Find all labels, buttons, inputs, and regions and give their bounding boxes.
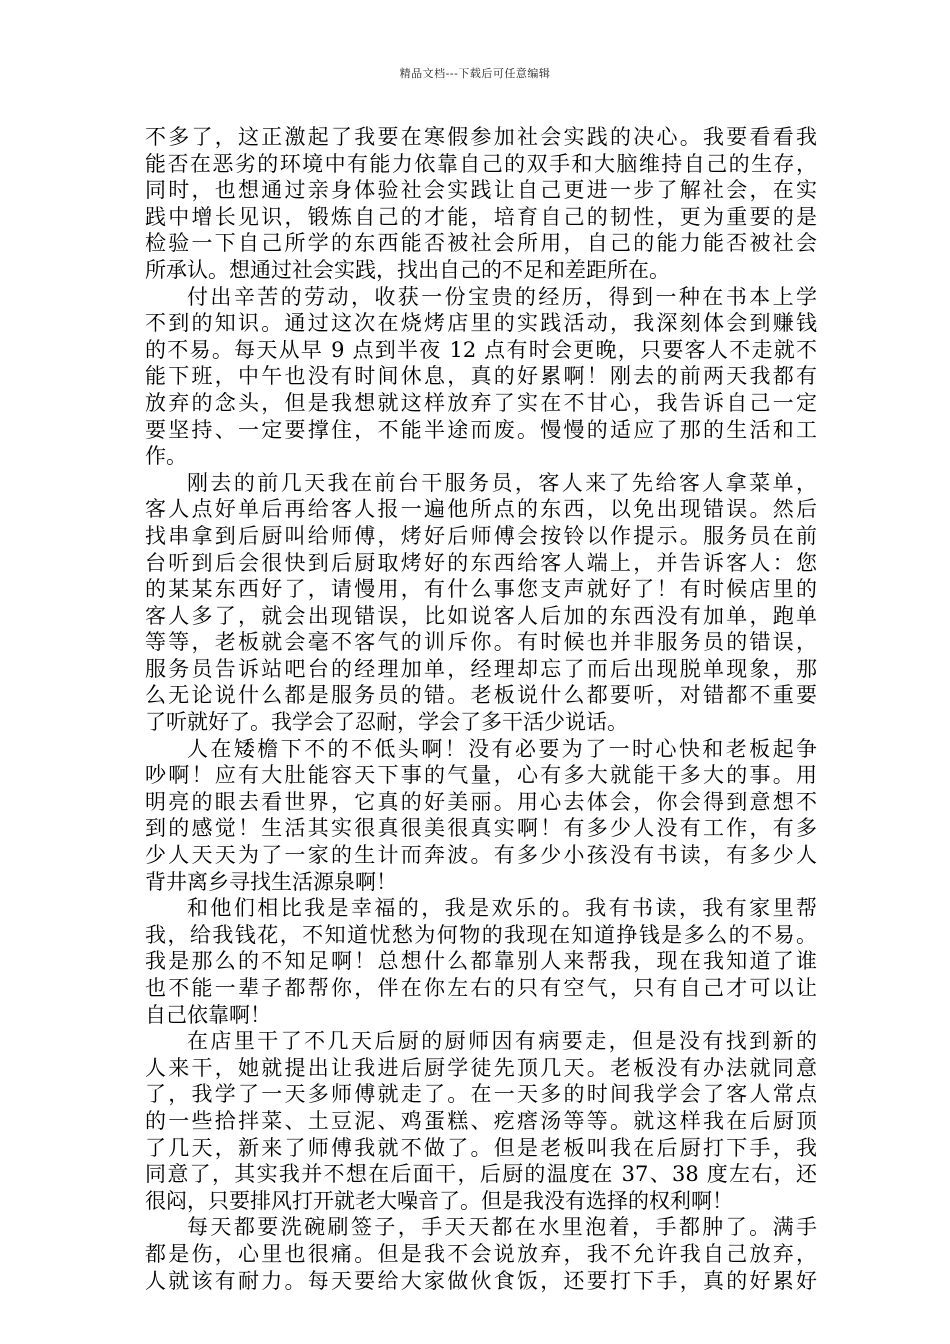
text-line: 了，我学了一天多师傅就走了。在一天多的时间我学会了客人常点 <box>145 1082 817 1107</box>
text-line: 同时，也想通过亲身体验社会实践让自己更进一步了解社会，在实 <box>145 178 817 203</box>
text-line: 要坚持、一定要撑住，不能半途而废。慢慢的适应了那的生活和工 <box>145 417 817 442</box>
paragraph <box>145 895 817 1028</box>
text-line: 明亮的眼去看世界，它真的好美丽。用心去体会，你会得到意想不 <box>145 789 817 814</box>
text-line: 刚去的前几天我在前台干服务员，客人来了先给客人拿菜单， <box>187 470 817 495</box>
text-line: 了几天，新来了师傅我就不做了。但是老板叫我在后厨打下手，我 <box>145 1135 817 1160</box>
paragraph <box>145 470 817 736</box>
text-line: 和他们相比我是幸福的，我是欢乐的。我有书读，我有家里帮 <box>187 896 817 921</box>
text-line: 检验一下自己所学的东西能否被社会所用，自己的能力能否被社会 <box>145 231 817 256</box>
text-line: 同意了，其实我并不想在后面干，后厨的温度在 37、38 度左右，还 <box>145 1162 817 1187</box>
text-line: 找串拿到后厨叫给师傅，烤好后师傅会按铃以作提示。服务员在前 <box>145 523 817 548</box>
paragraph <box>145 284 817 470</box>
text-line: 不到的知识。通过这次在烧烤店里的实践活动，我深刻体会到赚钱 <box>145 311 817 336</box>
text-line: 服务员告诉站吧台的经理加单，经理却忘了而后出现脱单现象，那 <box>145 656 817 681</box>
paragraph <box>145 1214 817 1294</box>
text-line: 吵啊！应有大肚能容天下事的气量，心有多大就能干多大的事。用 <box>145 763 817 788</box>
text-line: 我是那么的不知足啊！总想什么都靠别人来帮我，现在我知道了谁 <box>145 949 817 974</box>
text-line: 到的感觉！生活其实很真很美很真实啊！有多少人没有工作，有多 <box>145 816 817 841</box>
document-body <box>145 124 817 1294</box>
text-line: 在店里干了不几天后厨的厨师因有病要走，但是没有找到新的 <box>187 1029 817 1054</box>
text-line: 每天都要洗碗刷签子，手天天都在水里泡着，手都肿了。满手 <box>187 1215 817 1240</box>
text-line: 少人天天为了一家的生计而奔波。有多少小孩没有书读，有多少人 <box>145 843 817 868</box>
text-line: 么无论说什么都是服务员的错。老板说什么都要听，对错都不重要 <box>145 683 817 708</box>
text-line: 自己依靠啊！ <box>145 1002 271 1027</box>
text-line: 践中增长见识，锻炼自己的才能，培育自己的韧性，更为重要的是 <box>145 204 817 229</box>
text-line: 很闷，只要排风打开就老大噪音了。但是我没有选择的权利啊！ <box>145 1188 733 1213</box>
text-line: 的某某东西好了，请慢用，有什么事您支声就好了！有时候店里的 <box>145 577 817 602</box>
text-line: 都是伤，心里也很痛。但是我不会说放弃，我不允许我自己放弃， <box>145 1241 817 1266</box>
paragraph <box>145 1028 817 1214</box>
text-line: 的一些拾拌菜、土豆泥、鸡蛋糕、疙瘩汤等等。就这样我在后厨顶 <box>145 1108 817 1133</box>
text-line: 所承认。想通过社会实践，找出自己的不足和差距所在。 <box>145 257 670 282</box>
paragraph <box>145 736 817 896</box>
text-line: 人就该有耐力。每天要给大家做伙食饭，还要打下手，真的好累好 <box>145 1268 817 1293</box>
page-header: 精品文档---下载后可任意编辑 <box>399 67 551 80</box>
text-line: 不多了，这正激起了我要在寒假参加社会实践的决心。我要看看我 <box>145 125 817 149</box>
text-line: 放弃的念头，但是我想就这样放弃了实在不甘心，我告诉自己一定 <box>145 390 817 415</box>
text-line: 也不能一辈子都帮你，伴在你左右的只有空气，只有自己才可以让 <box>145 976 817 1000</box>
text-line: 客人多了，就会出现错误，比如说客人后加的东西没有加单，跑单 <box>145 603 817 628</box>
text-line: 了听就好了。我学会了忍耐，学会了多干活少说话。 <box>145 710 628 735</box>
text-line: 背井离乡寻找生活源泉啊！ <box>145 869 397 894</box>
text-line: 的不易。每天从早 9 点到半夜 12 点有时会更晚，只要客人不走就不 <box>145 337 817 362</box>
text-line: 能下班，中午也没有时间休息，真的好累啊！刚去的前两天我都有 <box>145 364 817 389</box>
text-line: 客人点好单后再给客人报一遍他所点的东西，以免出现错误。然后 <box>145 497 817 522</box>
text-line: 能否在恶劣的环境中有能力依靠自己的双手和大脑维持自己的生存， <box>145 151 817 176</box>
text-line: 台听到后会很快到后厨取烤好的东西给客人端上，并告诉客人：您 <box>145 550 817 575</box>
text-line: 人来干，她就提出让我进后厨学徒先顶几天。老板没有办法就同意 <box>145 1055 817 1080</box>
text-line: 作。 <box>145 444 187 469</box>
text-line: 付出辛苦的劳动，收获一份宝贵的经历，得到一种在书本上学 <box>187 284 817 309</box>
text-line: 人在矮檐下不的不低头啊！没有必要为了一时心快和老板起争 <box>187 736 817 761</box>
paragraph <box>145 124 817 284</box>
text-line: 我，给我钱花，不知道忧愁为何物的我现在知道挣钱是多么的不易。 <box>145 922 817 947</box>
text-line: 等等，老板就会毫不客气的训斥你。有时候也并非服务员的错误， <box>145 630 817 655</box>
